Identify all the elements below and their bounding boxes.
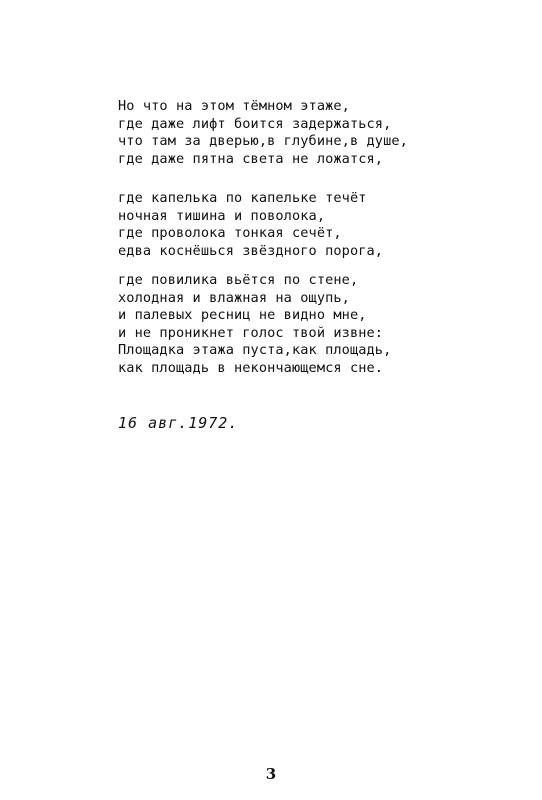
poem-stanza-1 [118, 98, 408, 168]
poem-stanza-3 [118, 272, 391, 377]
poem-date: 16 авг.1972. [118, 414, 239, 432]
poem-line: Но что на этом тёмном этаже, [118, 98, 350, 114]
poem-line: как площадь в некончающемся сне. [118, 359, 384, 376]
poem-line: где даже пятна света не ложатся, [118, 150, 384, 167]
poem-line: где капелька по капельке течёт [118, 190, 367, 206]
poem-line: где даже лифт боится задержаться, [118, 115, 392, 132]
poem-line: едва коснёшься звёздного порога, [118, 242, 384, 259]
poem-line: где проволока тонкая сечёт, [118, 225, 342, 241]
poem-stanza-2 [118, 190, 383, 260]
page-number: 3 [265, 765, 277, 783]
poem-line: и палевых ресниц не видно мне, [118, 307, 367, 323]
poem-line: ночная тишина и поволока, [118, 207, 326, 224]
poem-line: Площадка этажа пуста,как площадь, [118, 342, 392, 358]
poem-line: где повилика вьётся по стене, [118, 272, 359, 288]
poem-line: и не проникнет голос твой извне: [118, 324, 384, 341]
poem-line: что там за дверью,в глубине,в душе, [118, 133, 408, 149]
poem-line: холодная и влажная на ощупь, [118, 289, 350, 306]
